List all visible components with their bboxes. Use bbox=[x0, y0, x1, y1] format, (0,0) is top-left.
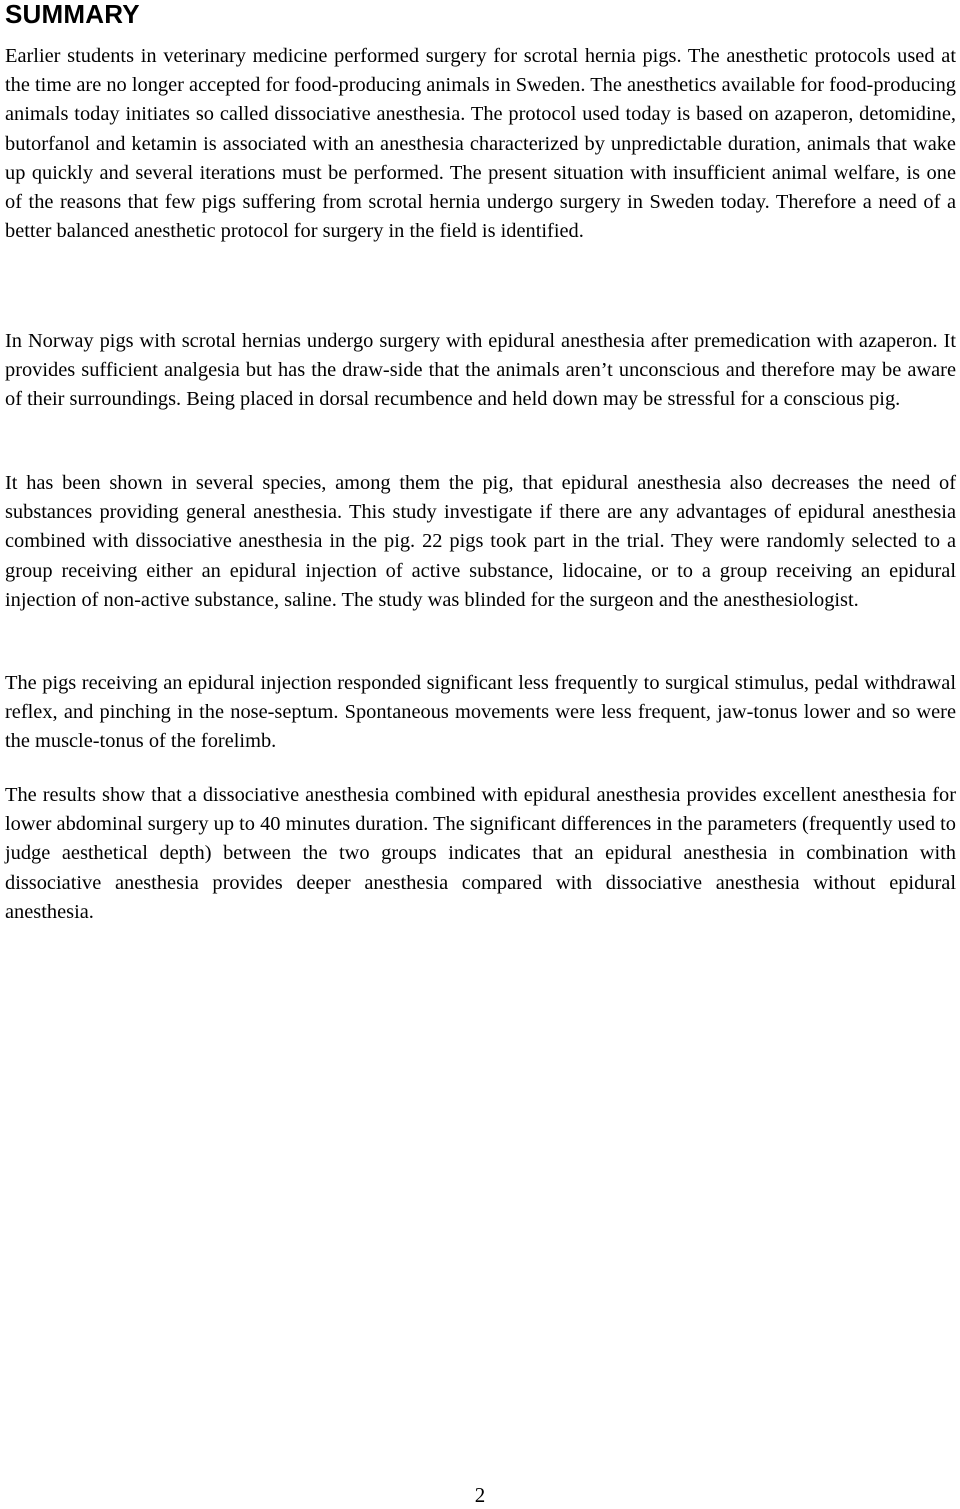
section-heading: SUMMARY bbox=[5, 0, 140, 29]
summary-paragraph-2: In Norway pigs with scrotal hernias undergo surgery with epidural anesthesia after premedication with azaperon. It provides sufficient analgesia but has the draw-side that the animals aren’t unconscious and therefore may be aware of their surroundings. Being placed in dorsal recumbence and held down may be stressful for a conscious pig. bbox=[5, 330, 956, 411]
page-number: 2 bbox=[474, 1483, 486, 1507]
summary-paragraph-5: The results show that a dissociative anesthesia combined with epidural anesthesia provides excellent anesthesia for lower abdominal surgery up to 40 minutes duration. The significant differences in the parameters (frequently used to judge aesthetical depth) between the two groups indicates that an epidural anesthesia in combination with dissociative anesthesia provides deeper anesthesia compared with dissociative anesthesia without epidural anesthesia. bbox=[5, 784, 956, 923]
summary-paragraph-1: Earlier students in veterinary medicine performed surgery for scrotal hernia pigs. The anesthetic protocols used at the time are no longer accepted for food-producing animals in Sweden. The anesthetics available for food-producing animals today initiates so called dissociative anesthesia. The protocol used today is based on azaperon, detomidine, butorfanol and ketamin is associated with an anesthesia characterized by unpredictable duration, animals that wake up quickly and several iterations must be performed. The present situation with insufficient animal welfare, is one of the reasons that few pigs suffering from scrotal hernia undergo surgery in Sweden today. Therefore a need of a better balanced anesthetic protocol for surgery in the field is identified. bbox=[5, 45, 956, 243]
summary-paragraph-3: It has been shown in several species, among them the pig, that epidural anesthesia also decreases the need of substances providing general anesthesia. This study investigate if there are any advantages of epidural anesthesia combined with dissociative anesthesia in the pig. 22 pigs took part in the trial. They were randomly selected to a group receiving either an epidural injection of active substance, lidocaine, or to a group receiving an epidural injection of non-active substance, saline. The study was blinded for the surgeon and the anesthesiologist. bbox=[5, 472, 956, 611]
summary-paragraph-4: The pigs receiving an epidural injection responded significant less frequently to surgical stimulus, pedal withdrawal reflex, and pinching in the nose-septum. Spontaneous movements were less frequent, jaw-tonus lower and so were the muscle-tonus of the forelimb. bbox=[5, 672, 956, 753]
